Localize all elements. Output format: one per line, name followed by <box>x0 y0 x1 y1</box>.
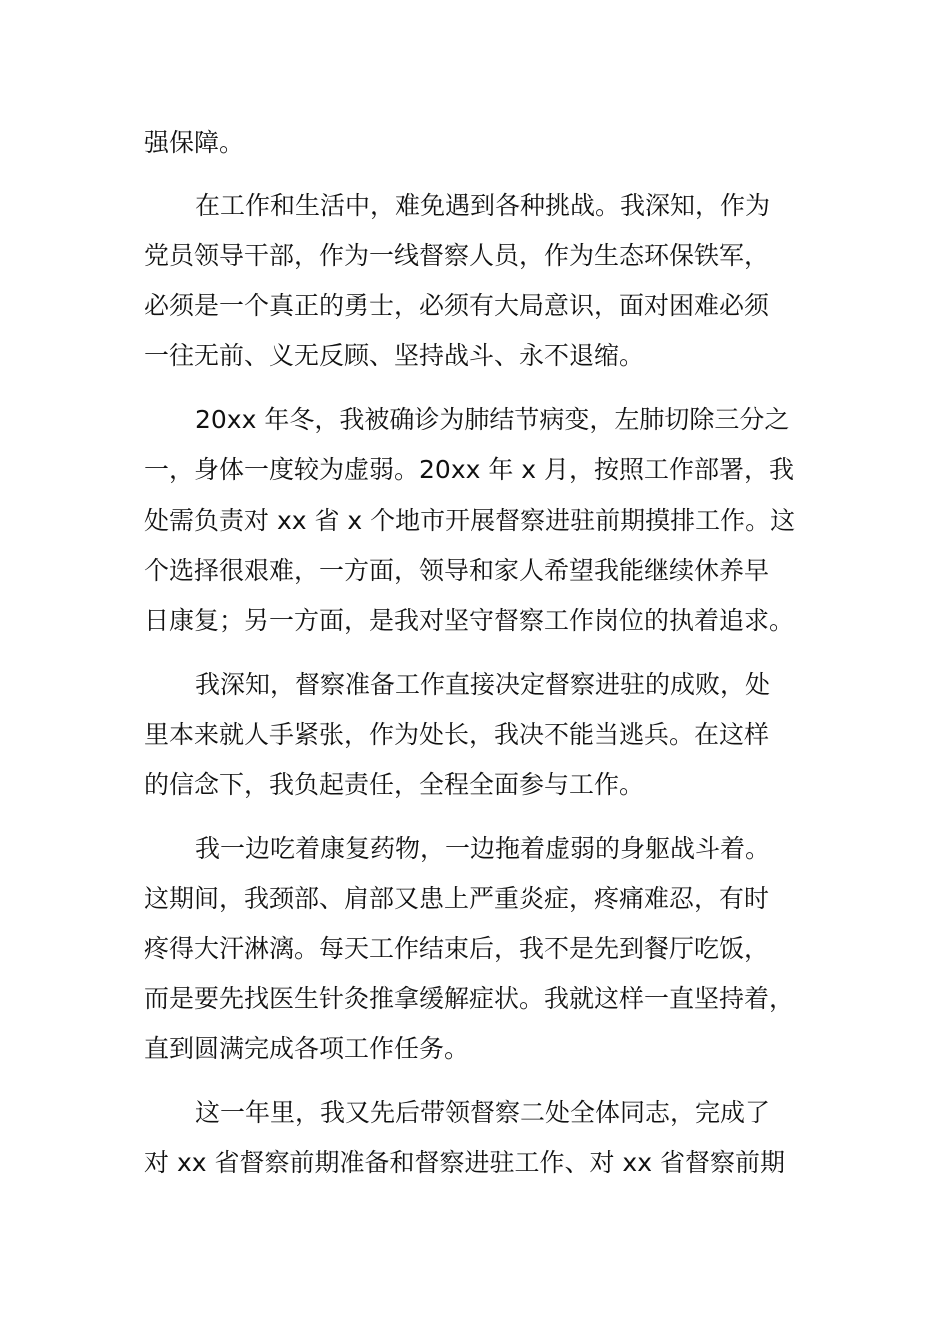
text-line: 的信念下，我负起责任，全程全面参与工作。 <box>144 770 645 799</box>
paragraph-first-line: 我深知，督察准备工作直接决定督察进驻的成败，处 <box>195 670 771 699</box>
text-line: 这期间，我颈部、肩部又患上严重炎症，疼痛难忍，有时 <box>144 884 770 913</box>
text-line: 日康复；另一方面，是我对坚守督察工作岗位的执着追求。 <box>144 606 795 635</box>
paragraph-first-line: 20xx 年冬，我被确诊为肺结节病变，左肺切除三分之 <box>195 405 790 434</box>
text-line: 一，身体一度较为虚弱。20xx 年 x 月，按照工作部署，我 <box>144 455 795 484</box>
paragraph-first-line: 这一年里，我又先后带领督察二处全体同志，完成了 <box>195 1098 771 1127</box>
text-line: 处需负责对 xx 省 x 个地市开展督察进驻前期摸排工作。这 <box>144 506 796 535</box>
text-line: 里本来就人手紧张，作为处长，我决不能当逃兵。在这样 <box>144 720 770 749</box>
text-line: 一往无前、义无反顾、坚持战斗、永不退缩。 <box>144 341 645 370</box>
text-line: 而是要先找医生针灸推拿缓解症状。我就这样一直坚持着， <box>144 984 795 1013</box>
text-line: 强保障。 <box>144 128 245 157</box>
text-line: 疼得大汗淋漓。每天工作结束后，我不是先到餐厅吃饭， <box>144 934 770 963</box>
text-line: 对 xx 省督察前期准备和督察进驻工作、对 xx 省督察前期 <box>144 1148 785 1177</box>
text-line: 党员领导干部，作为一线督察人员，作为生态环保铁军， <box>144 241 770 270</box>
paragraph-first-line: 在工作和生活中，难免遇到各种挑战。我深知，作为 <box>195 191 771 220</box>
text-line: 直到圆满完成各项工作任务。 <box>144 1034 470 1063</box>
text-line: 必须是一个真正的勇士，必须有大局意识，面对困难必须 <box>144 291 770 320</box>
paragraph-first-line: 我一边吃着康复药物，一边拖着虚弱的身躯战斗着。 <box>195 834 771 863</box>
text-line: 个选择很艰难，一方面，领导和家人希望我能继续休养早 <box>144 556 770 585</box>
